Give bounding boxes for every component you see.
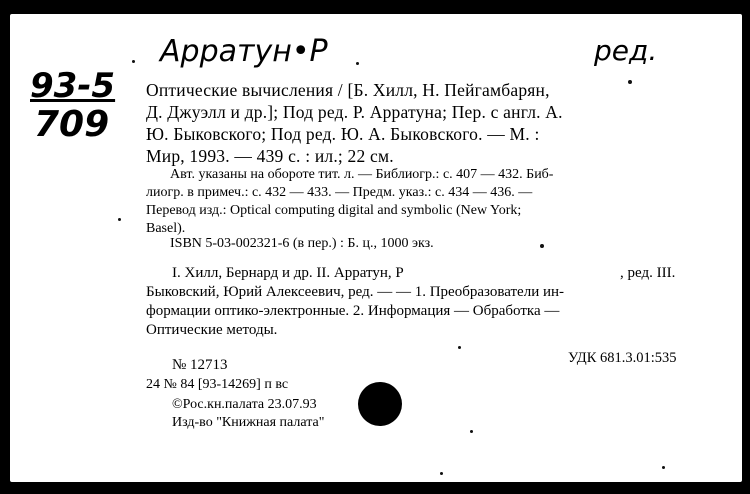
tracing-line-2: Быковский, Юрий Алексеевич, ред. — — 1. Преобразователи ин- bbox=[146, 284, 565, 300]
scan-speck bbox=[458, 346, 461, 349]
call-number-top: 93-5 bbox=[30, 66, 116, 106]
scan-speck bbox=[470, 430, 473, 433]
scan-speck bbox=[540, 244, 544, 248]
udc-code: УДК 681.3.01:535 bbox=[568, 350, 677, 366]
scan-speck bbox=[440, 472, 443, 475]
notes-line-1: Авт. указаны на обороте тит. л. — Библиогр.: с. 407 — 432. Биб- bbox=[170, 167, 554, 182]
call-number-bottom: 709 bbox=[34, 104, 110, 145]
tracing-line-4: Оптические методы. bbox=[146, 322, 278, 338]
record-number: № 12713 bbox=[172, 357, 228, 373]
tracing-line-1-end: , ред. III. bbox=[620, 265, 676, 281]
notes-line-3: Перевод изд.: Optical computing digital and symbolic (New York; bbox=[146, 203, 522, 218]
footer-line-2: 24 № 84 [93-14269] п вс bbox=[146, 377, 289, 392]
scan-speck bbox=[662, 466, 665, 469]
footer-line-4: Изд-во "Книжная палата" bbox=[172, 415, 325, 430]
footer-line-3: ©Рос.кн.палата 23.07.93 bbox=[172, 397, 317, 412]
scan-speck bbox=[628, 80, 632, 84]
isbn-line: ISBN 5-03-002321-6 (в пер.) : Б. ц., 1000 экз. bbox=[170, 236, 434, 251]
scan-speck bbox=[356, 62, 359, 65]
title-line-4: Мир, 1993. — 439 с. : ил.; 22 см. bbox=[146, 146, 394, 166]
title-line-2: Д. Джуэлл и др.]; Под ред. Р. Арратуна; Пер. с англ. А. bbox=[146, 102, 563, 122]
notes-line-4: Basel). bbox=[146, 221, 186, 236]
scan-speck bbox=[118, 218, 121, 221]
title-line-3: Ю. Быковского; Под ред. Ю. А. Быковского. — М. : bbox=[146, 124, 540, 144]
notes-line-2: лиогр. в примеч.: с. 432 — 433. — Предм. указ.: с. 434 — 436. — bbox=[146, 185, 533, 200]
title-line-1: Оптические вычисления / [Б. Хилл, Н. Пейгамбарян, bbox=[146, 80, 550, 100]
handwritten-editor-note: ред. bbox=[594, 34, 658, 67]
scan-speck bbox=[132, 60, 135, 63]
tracing-line-1: I. Хилл, Бернард и др. II. Арратун, Р bbox=[172, 265, 404, 281]
handwritten-author-note: Арратун•Р bbox=[160, 34, 328, 69]
punch-hole bbox=[358, 382, 402, 426]
tracing-line-3: формации оптико-электронные. 2. Информация — Обработка — bbox=[146, 303, 560, 319]
